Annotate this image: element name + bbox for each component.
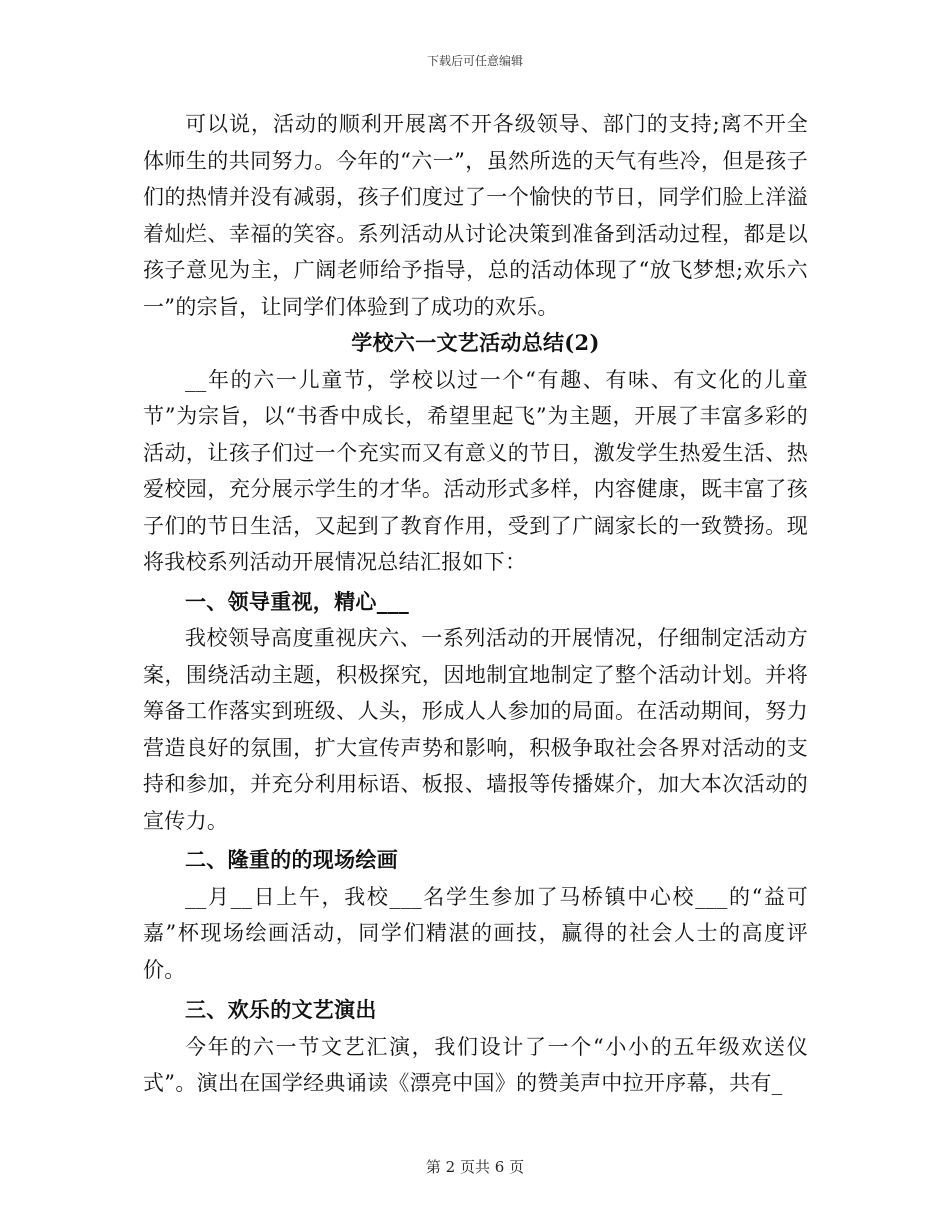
page-footer: 第 2 页共 6 页 xyxy=(425,1158,525,1176)
paragraph-intro: 可以说，活动的顺利开展离不开各级领导、部门的支持;离不开全体师生的共同努力。今年的“六一”，虽然所选的天气有些冷，但是孩子们的热情并没有减弱，孩子们度过了一个愉快的节日，同学们脸上洋溢着灿烂、幸福的笑容。系列活动从讨论决策到准备到活动过程，都是以孩子意见为主，广阔老师给予指导，总的活动体现了“放飞梦想;欢乐六一”的宗旨，让同学们体验到了成功的欢乐。 xyxy=(143,112,808,319)
heading-performance: 三、欢乐的文艺演出 xyxy=(185,997,377,1022)
section-title: 学校六一文艺活动总结(2) xyxy=(351,330,600,355)
paragraph-leadership: 我校领导高度重视庆六、一系列活动的开展情况，仔细制定活动方案，围绕活动主题，积极探究，因地制宜地制定了整个活动计划。并将筹备工作落实到班级、人头，形成人人参加的局面。在活动期间，努力营造良好的氛围，扩大宣传声势和影响，积极争取社会各界对活动的支持和参加，并充分利用标语、板报、墙报等传播媒介，加大本次活动的宣传力。 xyxy=(143,626,808,833)
heading-leadership: 一、领导重视，精心___ xyxy=(185,588,410,614)
paragraph-painting: __月__日上午，我校___名学生参加了马桥镇中心校___的“益可嘉”杯现场绘画活动，同学们精湛的画技，赢得的社会人士的高度评价。 xyxy=(143,884,808,982)
document-body xyxy=(143,106,808,1102)
heading-painting: 二、隆重的的现场绘画 xyxy=(185,847,398,872)
paragraph-performance: 今年的六一节文艺汇演，我们设计了一个“小小的五年级欢送仪式”。演出在国学经典诵读《漂亮中国》的赞美声中拉开序幕，共有_ xyxy=(143,1034,808,1095)
paragraph-overview: __年的六一儿童节，学校以过一个“有趣、有味、有文化的儿童节”为宗旨，以“书香中成长，希望里起飞”为主题，开展了丰富多彩的活动，让孩子们过一个充实而又有意义的节日，激发学生热爱生活、热爱校园，充分展示学生的才华。活动形式多样，内容健康，既丰富了孩子们的节日生活，又起到了教育作用，受到了广阔家长的一致赞扬。现将我校系列活动开展情况总结汇报如下： xyxy=(143,367,808,574)
page-header: 下载后可任意编辑 xyxy=(426,54,523,68)
